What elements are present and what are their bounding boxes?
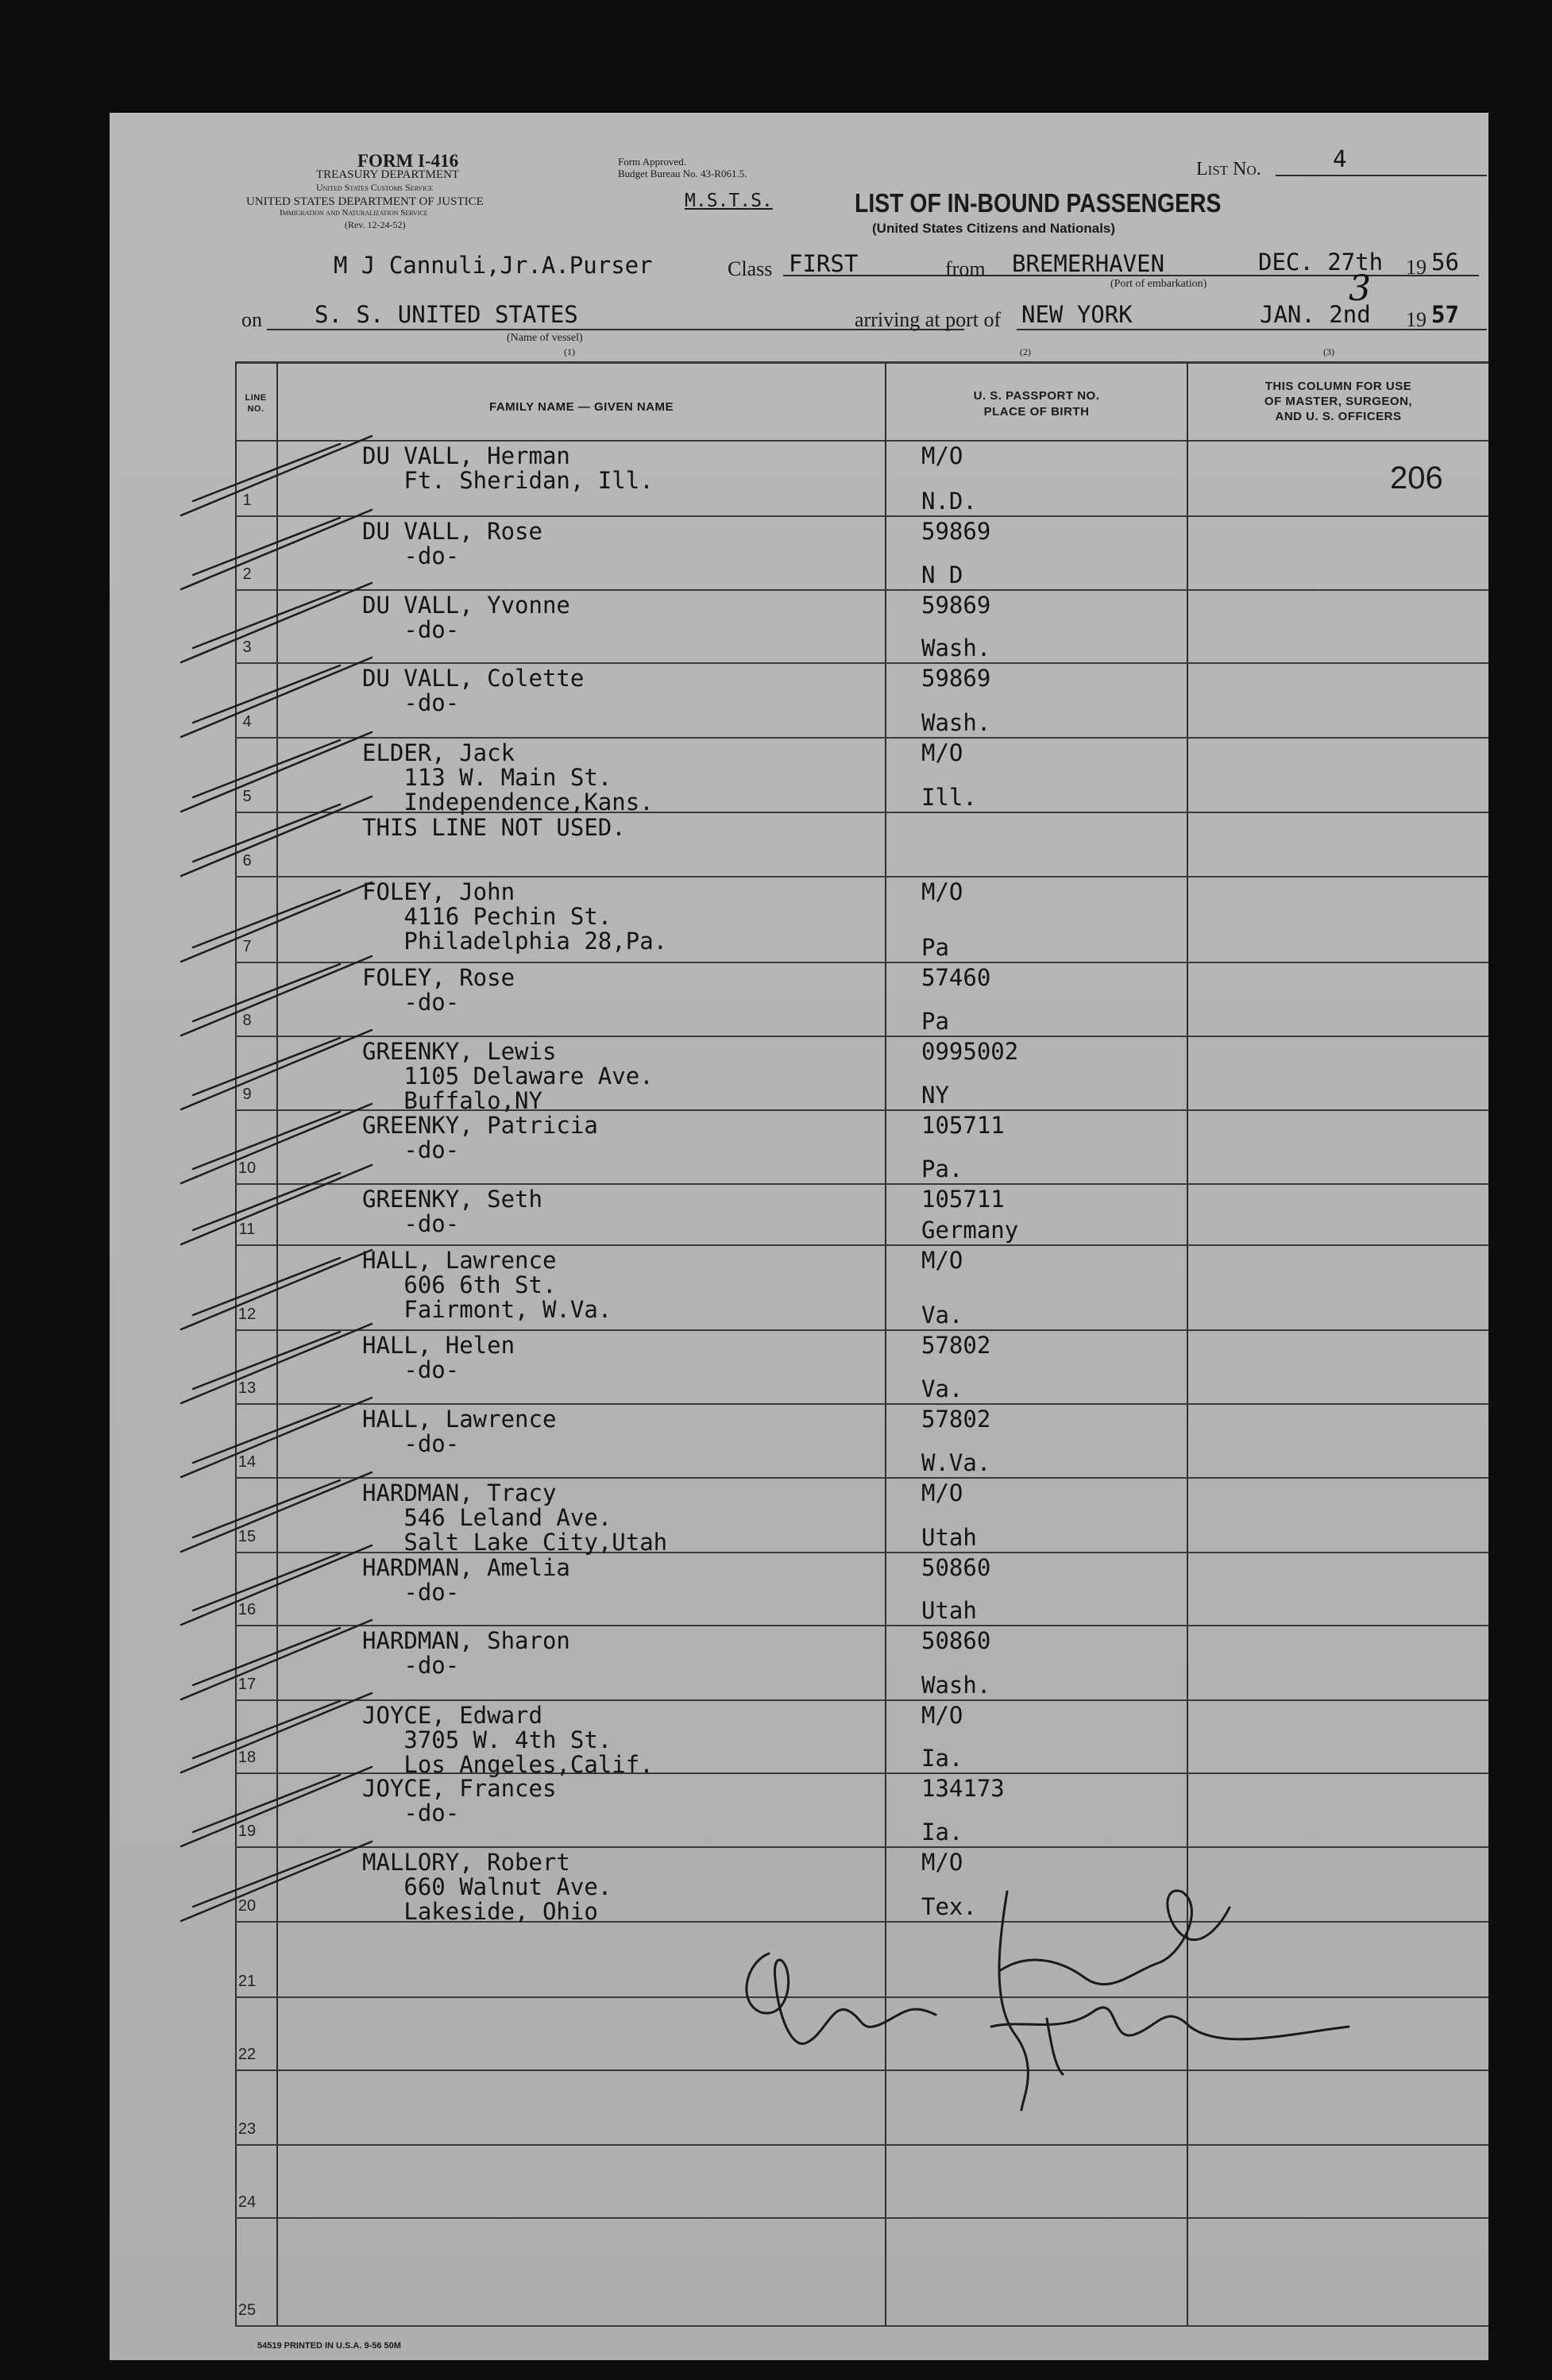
- class-label: Class: [728, 257, 773, 280]
- line-number: 16: [237, 1601, 257, 1618]
- manifest-subtitle: (United States Citizens and Nationals): [872, 221, 1116, 236]
- check-mark: [181, 583, 372, 662]
- passenger-address: -do-: [362, 1210, 460, 1237]
- passenger-address: -do-: [362, 1356, 460, 1383]
- birth-place: Ia.: [921, 1745, 963, 1772]
- line-number: 15: [237, 1528, 257, 1545]
- check-mark: [181, 1693, 372, 1772]
- arrival-date: JAN. 2nd: [1260, 301, 1371, 328]
- check-mark: [181, 956, 372, 1036]
- birth-place: NY: [921, 1082, 949, 1109]
- check-mark: [181, 1324, 372, 1403]
- check-mark: [193, 1258, 340, 1315]
- check-mark: [181, 1545, 372, 1625]
- birth-place: N D: [921, 561, 963, 588]
- birth-place: Ill.: [921, 784, 977, 811]
- passenger-name: HALL, Lawrence: [362, 1247, 557, 1274]
- check-mark: [193, 1173, 340, 1230]
- signature-scrawl: [110, 113, 1488, 2360]
- passenger-name: FOLEY, Rose: [362, 964, 515, 991]
- line-number: 6: [242, 852, 252, 870]
- from-label: from: [945, 257, 986, 280]
- birth-place: N.D.: [921, 488, 977, 515]
- departure-year-prefix: 19: [1406, 256, 1427, 279]
- passenger-name: ELDER, Jack: [362, 739, 515, 766]
- arrival-year: 57: [1431, 301, 1459, 328]
- check-mark: [193, 890, 340, 947]
- check-mark: [193, 1332, 340, 1389]
- passenger-address: -do-: [362, 542, 460, 569]
- embark-port: BREMERHAVEN: [1012, 250, 1165, 277]
- passport-number: 134173: [921, 1775, 1005, 1802]
- line-number: 11: [238, 1221, 256, 1238]
- cap-1: (1): [564, 346, 575, 357]
- birth-place: Wash.: [921, 709, 991, 736]
- msts-stamp: M.S.T.S.: [685, 191, 773, 211]
- passenger-name: GREENKY, Seth: [362, 1186, 542, 1213]
- line-number: 17: [237, 1676, 257, 1693]
- check-mark: [193, 1775, 340, 1832]
- check-mark: [181, 882, 372, 962]
- line-number: 24: [237, 2193, 257, 2211]
- check-mark: [181, 436, 372, 515]
- birth-place: Pa: [921, 1008, 949, 1035]
- passport-number: 59869: [921, 592, 991, 619]
- passenger-address: Philadelphia 28,Pa.: [362, 928, 668, 955]
- passport-number: 57460: [921, 964, 991, 991]
- purser-name: M J Cannuli,Jr.A.Purser: [334, 252, 653, 279]
- check-mark: [193, 591, 340, 648]
- class-value: FIRST: [789, 250, 859, 277]
- passenger-name: HARDMAN, Tracy: [362, 1479, 557, 1506]
- check-mark: [193, 1406, 340, 1463]
- manifest-page: [110, 113, 1488, 2360]
- treasury-dept: TREASURY DEPARTMENT: [316, 168, 460, 181]
- list-no-label: List No.: [1196, 159, 1261, 179]
- passenger-address: 3705 W. 4th St.: [362, 1726, 612, 1753]
- passenger-name: HARDMAN, Sharon: [362, 1627, 570, 1654]
- check-mark: [193, 804, 340, 862]
- birth-place: Wash.: [921, 635, 991, 662]
- line-number: 7: [242, 938, 252, 955]
- passenger-address: Salt Lake City,Utah: [362, 1529, 668, 1556]
- passenger-name: DU VALL, Colette: [362, 665, 585, 692]
- check-mark: [181, 1104, 372, 1183]
- passport-number: 105711: [921, 1186, 1005, 1213]
- passenger-name: DU VALL, Herman: [362, 442, 570, 469]
- passenger-name: DU VALL, Yvonne: [362, 592, 570, 619]
- official-number: 206: [1390, 461, 1443, 496]
- check-mark: [193, 518, 340, 575]
- line-number: 18: [237, 1749, 257, 1766]
- passenger-name: HARDMAN, Amelia: [362, 1554, 570, 1581]
- passenger-address: Independence,Kans.: [362, 789, 654, 816]
- passenger-address: -do-: [362, 1652, 460, 1679]
- arriving-label: arriving at port of: [855, 308, 1002, 331]
- justice-dept: UNITED STATES DEPARTMENT OF JUSTICE: [246, 195, 484, 208]
- line-number: 9: [242, 1086, 252, 1103]
- passenger-address: Fairmont, W.Va.: [362, 1296, 612, 1323]
- manifest-title: LIST OF IN-BOUND PASSENGERS: [855, 188, 1222, 218]
- printer-imprint: 54519 PRINTED IN U.S.A. 9-56 50M: [257, 2341, 401, 2351]
- passenger-address: -do-: [362, 1430, 460, 1457]
- vessel-name: S. S. UNITED STATES: [315, 301, 578, 328]
- line-number: 2: [242, 565, 252, 583]
- passenger-address: 4116 Pechin St.: [362, 903, 612, 930]
- passenger-name: JOYCE, Frances: [362, 1775, 557, 1802]
- line-number: 3: [242, 638, 252, 656]
- line-number: 22: [237, 2046, 257, 2063]
- birth-place: Pa: [921, 934, 949, 961]
- passport-number: M/O: [921, 1702, 963, 1729]
- check-mark: [181, 1472, 372, 1552]
- passenger-address: 113 W. Main St.: [362, 764, 612, 791]
- line-number: 23: [237, 2120, 257, 2138]
- birth-place: Wash.: [921, 1672, 991, 1699]
- line-number: 14: [237, 1453, 257, 1471]
- check-mark: [193, 1112, 340, 1169]
- check-mark: [181, 1030, 372, 1109]
- passenger-name: GREENKY, Patricia: [362, 1112, 598, 1139]
- check-mark: [181, 797, 372, 876]
- passenger-address: -do-: [362, 1136, 460, 1163]
- form-number: FORM I-416: [357, 151, 459, 171]
- line-number: 21: [237, 1973, 257, 1990]
- check-mark: [193, 1038, 340, 1095]
- line-number: 20: [237, 1897, 257, 1915]
- passenger-address: -do-: [362, 689, 460, 716]
- line-number: 13: [237, 1379, 257, 1397]
- line-number: 19: [237, 1823, 257, 1840]
- check-mark: [193, 1628, 340, 1685]
- list-no-value: 4: [1333, 145, 1347, 172]
- passenger-address: 546 Leland Ave.: [362, 1504, 612, 1531]
- line-number: 12: [237, 1306, 257, 1323]
- check-mark: [193, 665, 340, 723]
- passenger-address: Buffalo,NY: [362, 1087, 542, 1114]
- passenger-address: -do-: [362, 1799, 460, 1826]
- birth-place: Utah: [921, 1597, 977, 1624]
- revision-date: (Rev. 12-24-52): [345, 219, 406, 230]
- passport-number: M/O: [921, 1479, 963, 1506]
- line-number: 25: [237, 2301, 257, 2319]
- col-header-officers: THIS COLUMN FOR USE: [1264, 380, 1412, 393]
- check-mark: [193, 1553, 340, 1610]
- arrival-date-overwrite: 3: [1349, 268, 1371, 309]
- birth-place: Utah: [921, 1524, 977, 1551]
- passport-number: 59869: [921, 518, 991, 545]
- passenger-address: -do-: [362, 1579, 460, 1606]
- check-mark: [181, 1767, 372, 1846]
- passenger-address: 606 6th St.: [362, 1271, 557, 1298]
- col-header-passport: U. S. PASSPORT NO.: [973, 389, 1100, 403]
- arrival-year-prefix: 19: [1406, 308, 1427, 331]
- col-header-officers-2: OF MASTER, SURGEON,: [1264, 395, 1413, 408]
- on-label: on: [241, 308, 262, 331]
- col-header-birthplace: PLACE OF BIRTH: [983, 405, 1090, 419]
- birth-place: Pa.: [921, 1155, 963, 1182]
- form-approved: Form Approved.: [618, 156, 686, 168]
- vessel-caption: (Name of vessel): [507, 332, 583, 344]
- col-header-name: FAMILY NAME — GIVEN NAME: [488, 400, 674, 414]
- check-mark: [193, 1850, 340, 1907]
- check-mark: [181, 1250, 372, 1329]
- check-mark: [181, 658, 372, 737]
- check-mark: [181, 1398, 372, 1477]
- passenger-address: -do-: [362, 989, 460, 1016]
- birth-place: Va.: [921, 1375, 963, 1402]
- departure-date: DEC. 27th: [1258, 249, 1384, 276]
- passenger-address: Ft. Sheridan, Ill.: [362, 467, 654, 494]
- ins-service: Immigration and Naturalization Service: [280, 208, 428, 218]
- col-header-officers-3: AND U. S. OFFICERS: [1275, 410, 1402, 423]
- passenger-name: JOYCE, Edward: [362, 1702, 542, 1729]
- passport-number: 57802: [921, 1332, 991, 1359]
- check-mark: [193, 740, 340, 797]
- passenger-address: 660 Walnut Ave.: [362, 1873, 612, 1900]
- passport-number: M/O: [921, 1849, 963, 1876]
- departure-year: 56: [1431, 249, 1459, 276]
- line-number: 10: [237, 1159, 257, 1177]
- check-mark: [181, 1620, 372, 1699]
- cap-2: (2): [1020, 346, 1031, 357]
- check-mark: [181, 1842, 372, 1921]
- birth-place: Va.: [921, 1302, 963, 1329]
- birth-place: W.Va.: [921, 1449, 991, 1476]
- passenger-name: HALL, Helen: [362, 1332, 515, 1359]
- passport-number: M/O: [921, 739, 963, 766]
- passport-number: 59869: [921, 665, 991, 692]
- line-number: 4: [242, 713, 252, 731]
- passport-number: M/O: [921, 1247, 963, 1274]
- check-mark: [193, 964, 340, 1021]
- passport-number: M/O: [921, 878, 963, 905]
- check-mark: [193, 1701, 340, 1758]
- passport-number: M/O: [921, 442, 963, 469]
- line-number: 8: [242, 1012, 252, 1029]
- passenger-address: 1105 Delaware Ave.: [362, 1063, 654, 1090]
- col-header-line-no: LINE NO.: [245, 393, 267, 414]
- check-mark: [181, 1165, 372, 1244]
- budget-bureau: Budget Bureau No. 43-R061.5.: [618, 168, 747, 179]
- passenger-address: Lakeside, Ohio: [362, 1898, 598, 1925]
- line-number: 1: [242, 492, 252, 509]
- arrival-port: NEW YORK: [1021, 301, 1133, 328]
- check-mark: [193, 1480, 340, 1537]
- passport-number: 50860: [921, 1554, 991, 1581]
- passport-number: 57802: [921, 1406, 991, 1433]
- passenger-name: THIS LINE NOT USED.: [362, 814, 626, 841]
- passenger-address: Los Angeles,Calif.: [362, 1751, 654, 1778]
- passport-number: 0995002: [921, 1038, 1019, 1065]
- customs-service: United States Customs Service: [316, 182, 433, 193]
- passenger-name: HALL, Lawrence: [362, 1406, 557, 1433]
- birth-place: Ia.: [921, 1819, 963, 1846]
- passport-number: 50860: [921, 1627, 991, 1654]
- passenger-name: DU VALL, Rose: [362, 518, 542, 545]
- passenger-name: FOLEY, John: [362, 878, 515, 905]
- passenger-name: GREENKY, Lewis: [362, 1038, 557, 1065]
- line-number: 5: [242, 788, 252, 805]
- check-mark: [193, 444, 340, 501]
- port-caption: (Port of embarkation): [1110, 278, 1207, 290]
- passenger-name: MALLORY, Robert: [362, 1849, 570, 1876]
- birth-place: Tex.: [921, 1893, 977, 1920]
- birth-place: Germany: [921, 1217, 1019, 1244]
- passport-number: 105711: [921, 1112, 1005, 1139]
- check-mark: [181, 732, 372, 812]
- passenger-address: -do-: [362, 616, 460, 643]
- cap-3: (3): [1323, 346, 1334, 357]
- check-mark: [181, 510, 372, 589]
